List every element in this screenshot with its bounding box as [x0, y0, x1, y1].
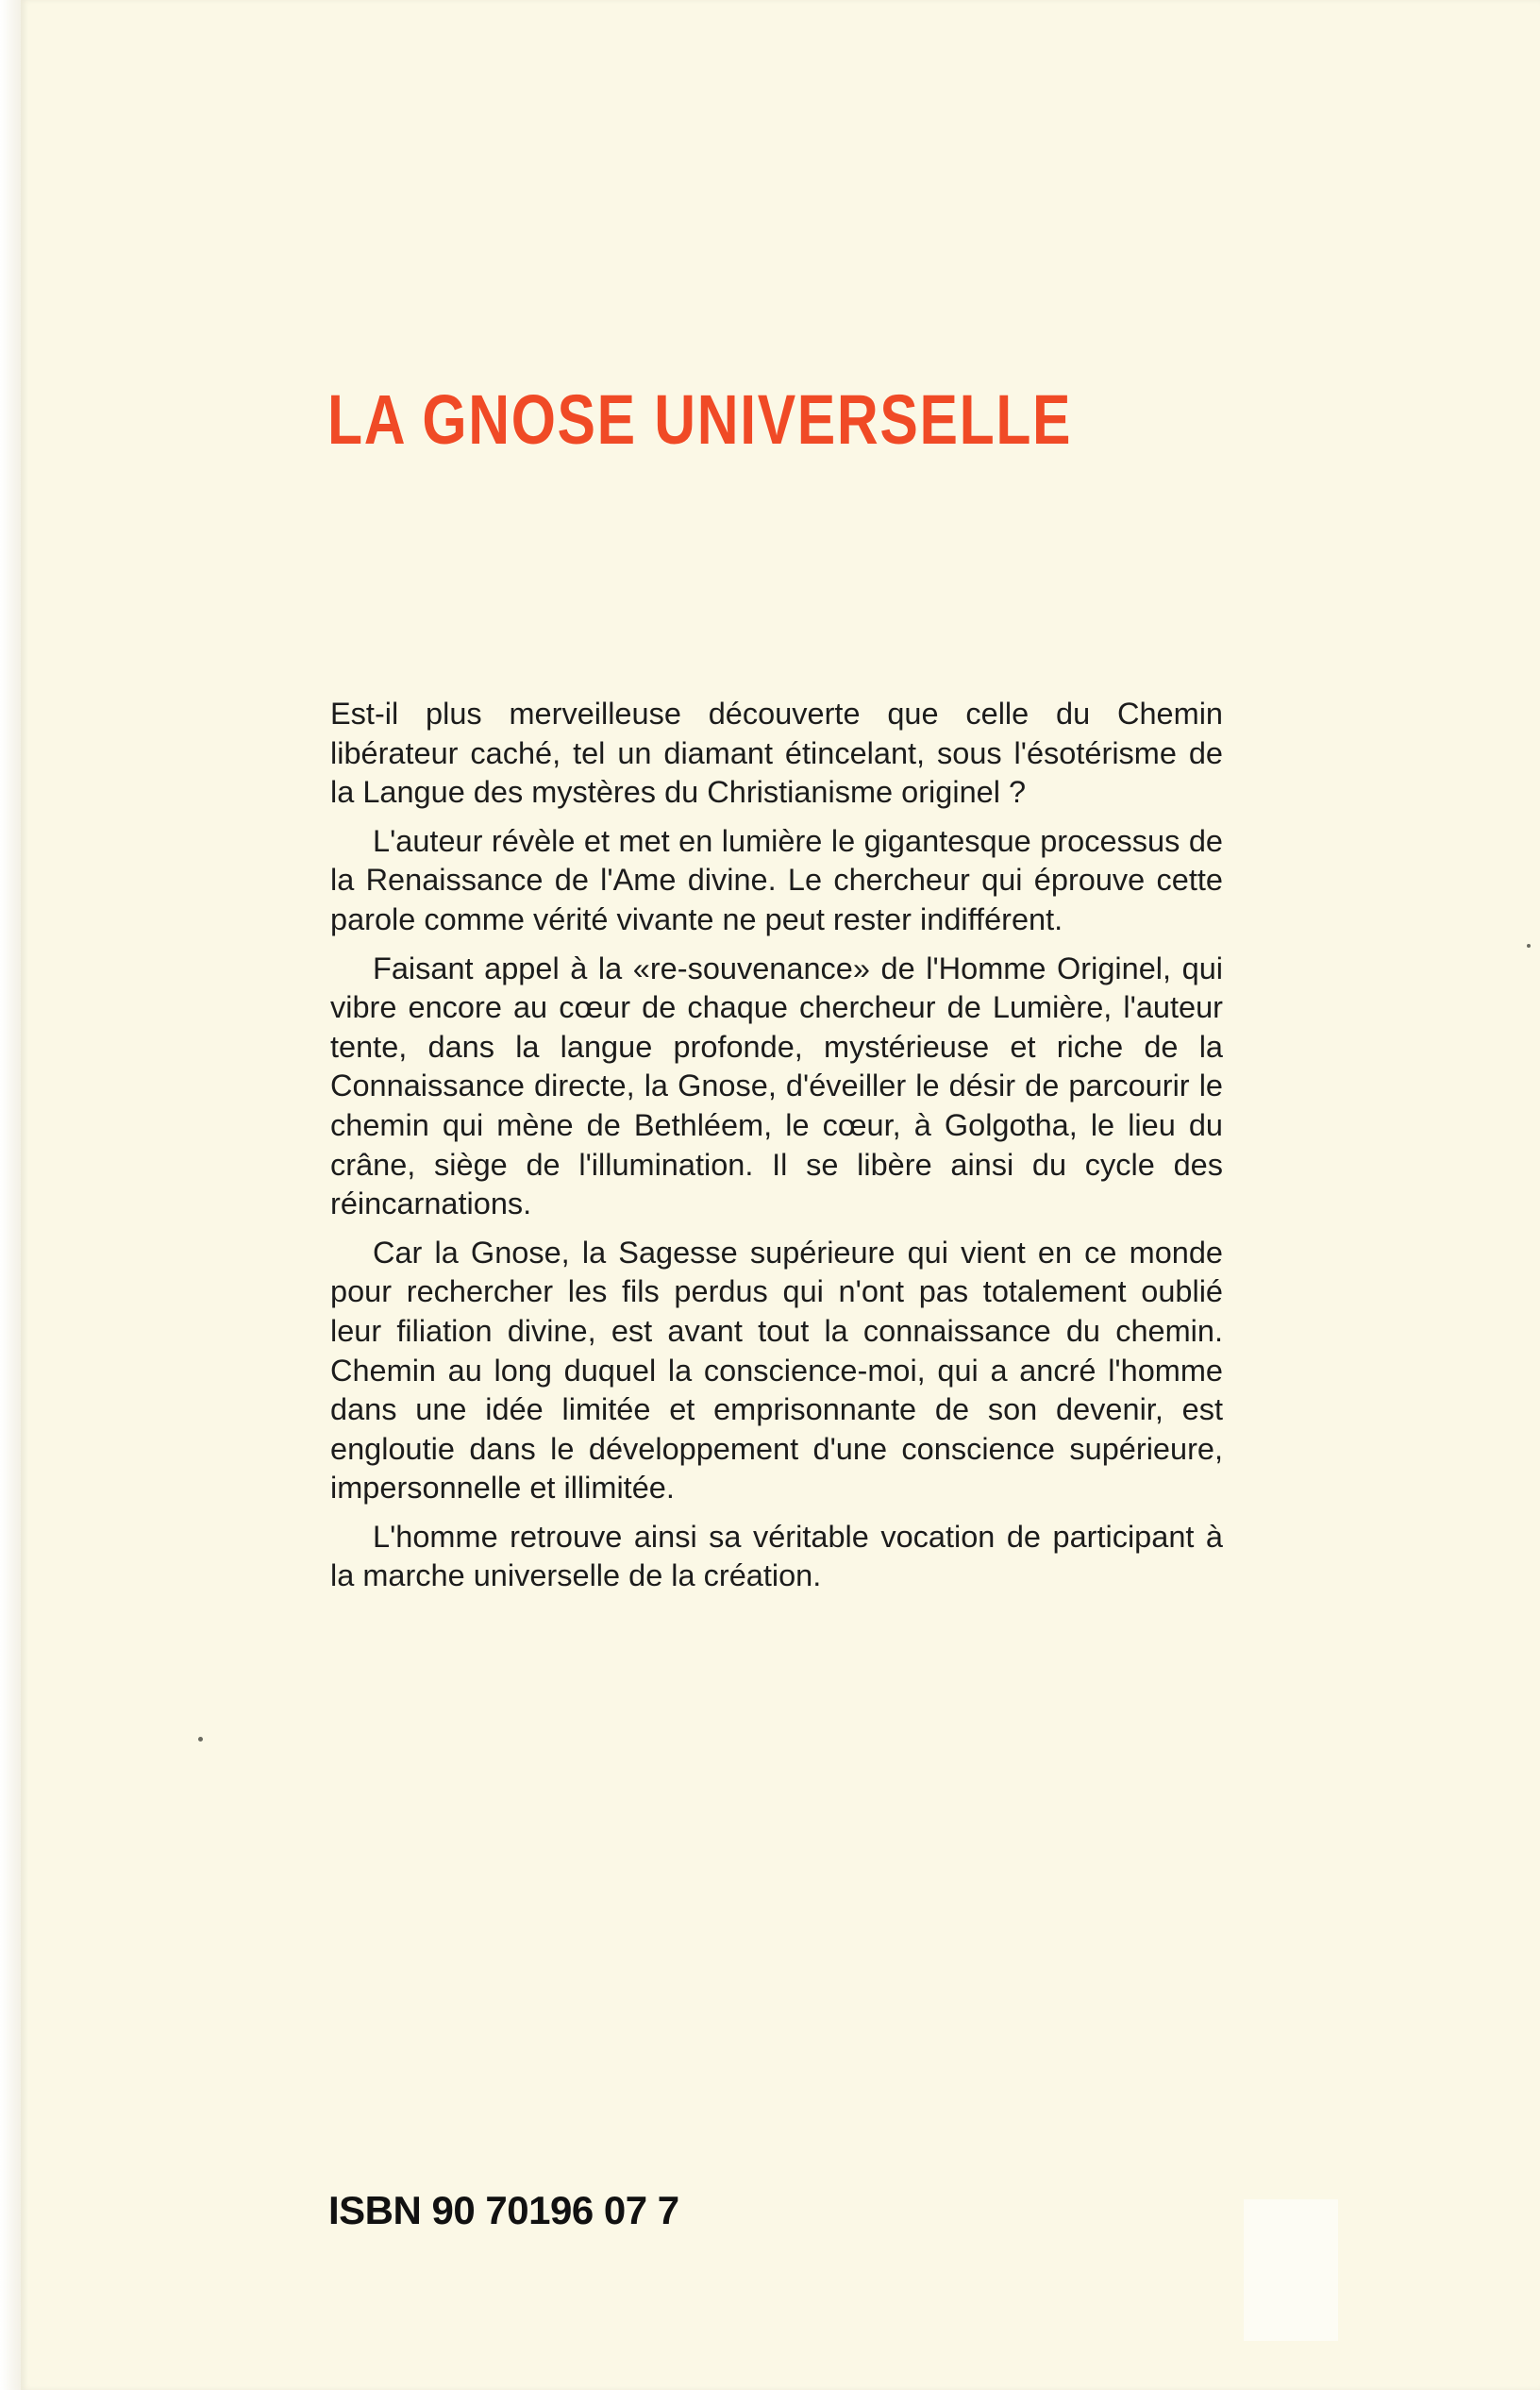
- book-title: LA GNOSE UNIVERSELLE: [327, 380, 1073, 459]
- blurb: [330, 695, 1223, 1606]
- blurb-paragraph-3: Faisant appel à la «re-souvenance» de l'Homme Originel, qui vibre encore au cœur de chaque chercheur de Lumière, l'auteur tente, dans la langue profonde, mystérieuse et riche de la Connaissance directe, la Gnose, d'éveiller le désir de parcourir le chemin qui mène de Bethléem, le cœur, à Golgotha, le lieu du crâne, siège de l'illumination. Il se libère ainsi du cycle des réincarnations.: [330, 951, 1223, 1221]
- sticker-residue: [1244, 2199, 1338, 2341]
- blurb-paragraph-1: Est-il plus merveilleuse découverte que celle du Chemin libérateur caché, tel un diamant étincelant, sous l'ésotérisme de la Langue des mystères du Christianisme originel ?: [330, 697, 1223, 810]
- blurb-paragraph-5: L'homme retrouve ainsi sa véritable vocation de participant à la marche universelle de la création.: [330, 1519, 1223, 1593]
- page-edge: [0, 0, 21, 2390]
- blurb-paragraph-2: L'auteur révèle et met en lumière le gigantesque processus de la Renaissance de l'Ame divine. Le chercheur qui éprouve cette parole comme vérité vivante ne peut rester indifférent.: [330, 823, 1223, 936]
- paper-speck: [1527, 944, 1531, 948]
- blurb-paragraph-4: Car la Gnose, la Sagesse supérieure qui vient en ce monde pour rechercher les fils perdus qui n'ont pas totalement oublié leur filiation divine, est avant tout la connaissance du chemin. Chemin au long duquel la conscience-moi, qui a ancré l'homme dans une idée limitée et emprisonnante de son devenir, est engloutie dans le développement d'une conscience supérieure, impersonnelle et illimitée.: [330, 1235, 1223, 1506]
- isbn-number: ISBN 90 70196 07 7: [328, 2188, 679, 2232]
- paper-speck: [198, 1737, 203, 1742]
